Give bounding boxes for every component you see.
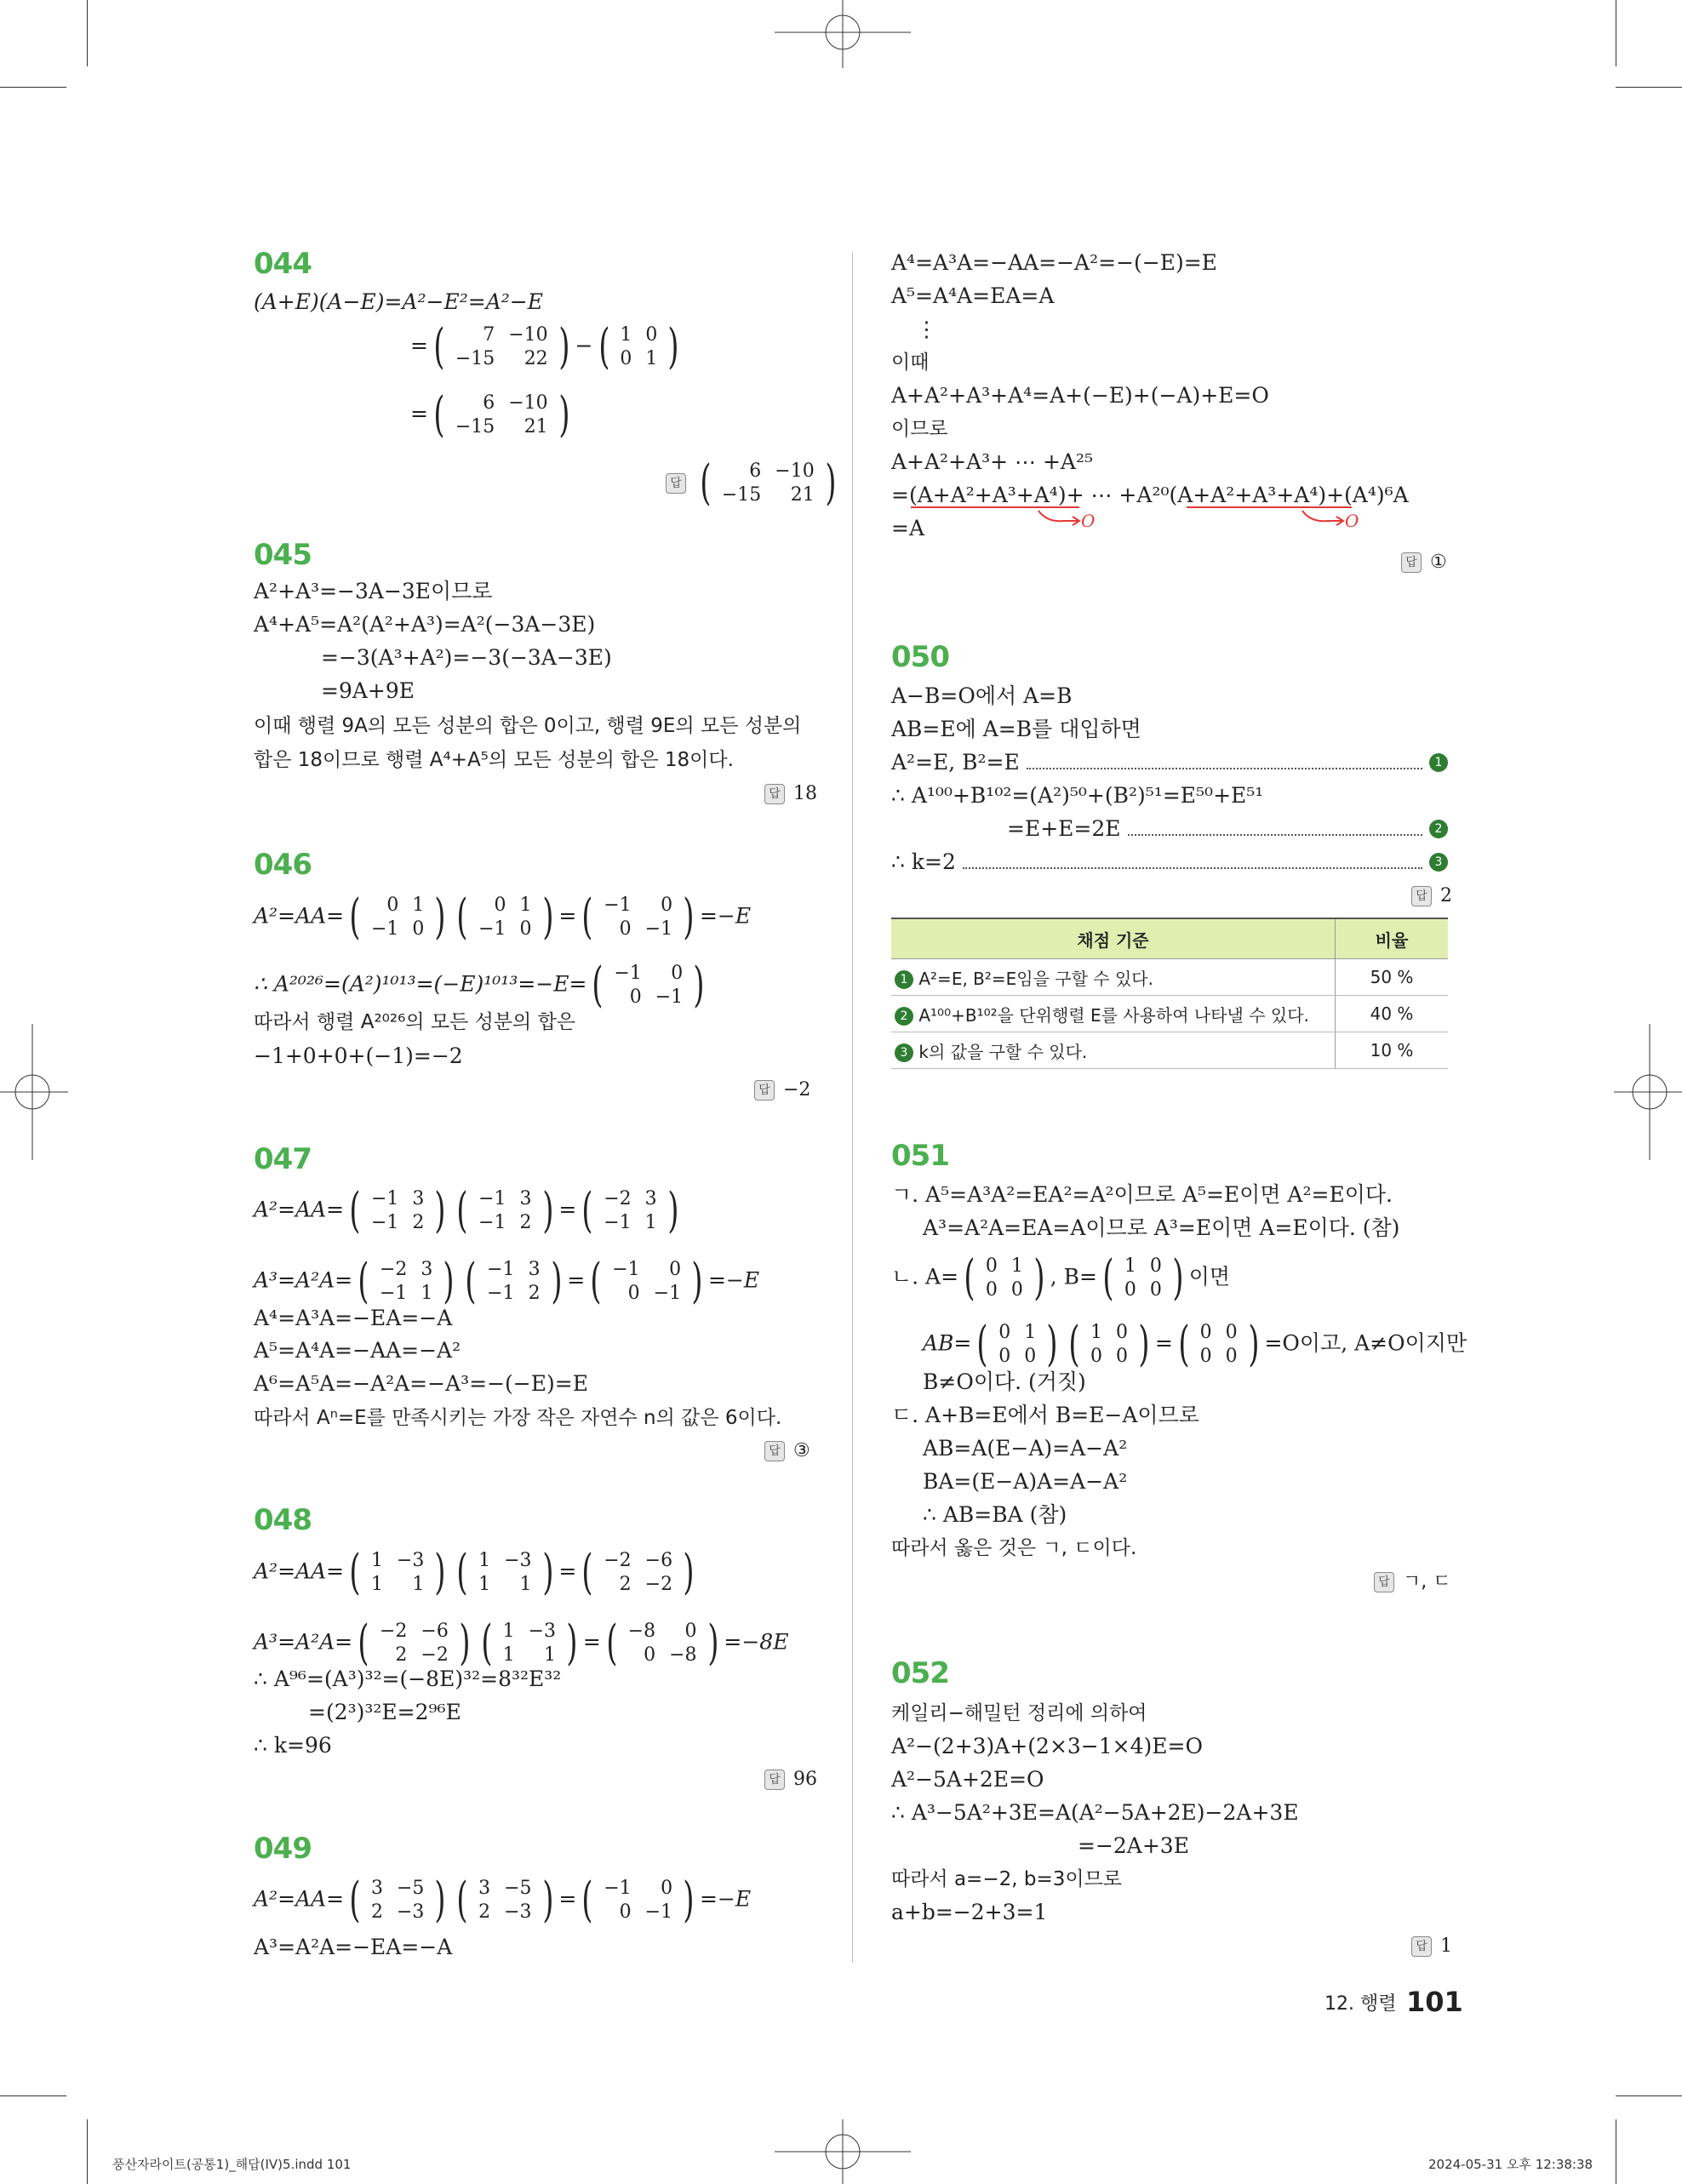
- equation-line: a+b=−2+3=1: [891, 1900, 1048, 1924]
- equation-line: ㄷ. A+B=E에서 B=E−A이므로: [891, 1403, 1199, 1427]
- table-row: 3 k의 값을 구할 수 있다. 10 %: [891, 1032, 1448, 1069]
- table-row: 2 A¹⁰⁰+B¹⁰²을 단위행렬 E를 사용하여 나타낼 수 있다. 40 %: [891, 996, 1448, 1032]
- answer-badge: 답: [1411, 1936, 1432, 1957]
- matrix: ( −1 0 0 −1 ): [592, 958, 705, 1013]
- table-header: 채점 기준: [891, 918, 1336, 959]
- equation-line: ∴ k=96: [254, 1733, 332, 1758]
- equation-line: A³=A²A=EA=A이므로 A³=E이면 A=E이다. (참): [923, 1215, 1400, 1240]
- matrix: ( 0 1 −1 0 ): [349, 889, 446, 945]
- file-info: 풍산자라이트(공통1)_해답(IV)5.indd 101: [112, 2157, 352, 2172]
- equation-line: A+A²+A³+ ⋯ +A²⁵: [891, 449, 1093, 474]
- problem-number: 049: [254, 1832, 312, 1866]
- answer: 답 ㄱ, ㄷ: [1374, 1569, 1451, 1595]
- equation-line: A³=A²A= ( −2 −6 2 −2 ) ( 1 −3 1 1 ) = ( −8 0 0 −8 ) =−8E: [254, 1615, 789, 1671]
- equation-line: A²=AA= ( −1 3 −1 2 ) ( −1 3 −1 2 ) = ( −2 3 −1 1 ): [254, 1187, 684, 1235]
- text-line: 따라서 Aⁿ=E를 만족시키는 가장 작은 자연수 n의 값은 6이다.: [254, 1407, 782, 1429]
- matrix: ( −2 3 −1 1 ): [581, 1183, 679, 1238]
- step-marker: 3: [1429, 853, 1448, 872]
- page-number: 101: [1406, 1986, 1463, 2018]
- answer: 답 96: [764, 1767, 817, 1792]
- answer: 답 1: [1411, 1934, 1452, 1959]
- table-header: 비율: [1336, 918, 1449, 959]
- matrix: ( −1 0 0 −1 ): [581, 889, 695, 945]
- step-line: =E+E=2E 2: [1007, 816, 1448, 842]
- equation-line: ∴ A¹⁰⁰+B¹⁰²=(A²)⁵⁰+(B²)⁵¹=E⁵⁰+E⁵¹: [891, 783, 1264, 808]
- equation-line: A⁴+A⁵=A²(A²+A³)=A²(−3A−3E): [254, 612, 596, 637]
- crop-mark: [1616, 87, 1682, 88]
- equation-line: A⁵=A⁴A=EA=A: [891, 283, 1055, 308]
- equation-line: −1+0+0+(−1)=−2: [254, 1043, 463, 1068]
- equation-line: =A: [891, 516, 925, 540]
- answer-badge: 답: [764, 1441, 785, 1461]
- problem-number: 044: [254, 247, 312, 281]
- equation-line: =9A+9E: [321, 678, 415, 703]
- equation-line: A²+A³=−3A−3E이므로: [254, 579, 493, 603]
- equation-line: A³=A²A=−EA=−A: [254, 1935, 453, 1959]
- equation-line: AB=E에 A=B를 대입하면: [891, 717, 1141, 741]
- problem-number: 052: [891, 1656, 949, 1690]
- equation-line: A²=AA= ( 1 −3 1 1 ) ( 1 −3 1 1 ) = ( −2 −6 2 −2 ): [254, 1549, 700, 1597]
- crop-mark: [1616, 2095, 1682, 2096]
- answer-badge: 답: [764, 1769, 785, 1790]
- answer-badge: 답: [1401, 552, 1422, 573]
- answer-badge: 답: [1411, 886, 1432, 906]
- matrix: ( 6 −10 −15 21 ): [433, 387, 570, 443]
- matrix: ( −8 0 0 −8 ): [606, 1615, 719, 1671]
- answer-badge: 답: [666, 473, 686, 494]
- crop-mark: [0, 2095, 66, 2096]
- matrix: ( 0 1 0 0 ): [964, 1250, 1045, 1306]
- equation-line: =(2³)³²E=2⁹⁶E: [308, 1700, 461, 1724]
- answer: 답 ③: [764, 1438, 810, 1464]
- column-divider: [852, 252, 853, 1963]
- equation-line: = ( 7 −10 −15 22 ) − ( 1 0 0 1 ): [410, 323, 684, 371]
- text-line: 따라서 a=−2, b=3이므로: [891, 1868, 1123, 1890]
- registration-mark-left: [0, 1024, 68, 1160]
- matrix: ( −2 3 −1 1 ): [358, 1254, 455, 1309]
- crop-mark: [87, 2119, 88, 2184]
- problem-number: 048: [254, 1503, 312, 1537]
- equation-line: AB= ( 0 1 0 0 ) ( 1 0 0 0 ) = ( 0 0 0 0 ) =O이고, A≠O이지만: [923, 1317, 1467, 1372]
- step-line: ∴ k=2 3: [891, 849, 1448, 875]
- answer: 답 2: [1411, 883, 1452, 909]
- equation-line: A²=AA= ( 3 −5 2 −3 ) ( 3 −5 2 −3 ) = ( −1 0 0 −1 ) =−E: [254, 1872, 752, 1928]
- equation-line: A²−(2+3)A+(2×3−1×4)E=O: [891, 1734, 1203, 1758]
- crop-mark: [87, 0, 88, 66]
- equation-line: A−B=O에서 A=B: [891, 683, 1073, 708]
- matrix: ( 1 −3 1 1 ): [456, 1545, 554, 1600]
- matrix: ( −1 0 0 −1 ): [590, 1254, 703, 1309]
- crop-mark: [0, 87, 66, 88]
- matrix: ( 1 −3 1 1 ): [349, 1545, 446, 1600]
- equation-line: = ( 6 −10 −15 21 ): [410, 392, 575, 439]
- chapter-label: 12. 행렬: [1324, 1993, 1397, 2015]
- step-marker: 2: [1429, 820, 1448, 838]
- equation-line: A³=A²A= ( −2 3 −1 1 ) ( −1 3 −1 2 ) = ( −1 0 0 −1 ) =−E: [254, 1254, 760, 1309]
- underline-arrow: [911, 502, 1370, 536]
- equation-line: ㄱ. A⁵=A³A²=EA²=A²이므로 A⁵=E이면 A²=E이다.: [891, 1182, 1393, 1207]
- equation-line: A+A²+A³+A⁴=A+(−E)+(−A)+E=O: [891, 383, 1269, 408]
- arrow-label: O: [1345, 511, 1359, 531]
- matrix: ( 1 −3 1 1 ): [481, 1615, 578, 1671]
- matrix: ( 3 −5 2 −3 ): [456, 1872, 554, 1928]
- text-line: 따라서 옳은 것은 ㄱ, ㄷ이다.: [891, 1537, 1137, 1559]
- equation-line: (A+E)(A−E)=A²−E²=A²−E: [254, 289, 543, 314]
- text-line: 따라서 행렬 A²⁰²⁶의 모든 성분의 합은: [254, 1011, 576, 1033]
- text-line: 케일리−해밀턴 정리에 의하여: [891, 1702, 1147, 1724]
- matrix: ( 1 0 0 0 ): [1102, 1250, 1184, 1306]
- equation-line: ∴ A²⁰²⁶=(A²)¹⁰¹³=(−E)¹⁰¹³=−E= ( −1 0 0 −1 ): [254, 962, 710, 1009]
- equation-line: ⋮: [916, 317, 937, 341]
- registration-mark-bottom: [775, 2119, 911, 2184]
- equation-line: AB=A(E−A)=A−A²: [923, 1436, 1128, 1461]
- problem-number: 050: [891, 640, 949, 674]
- answer: 답 −2: [754, 1078, 810, 1103]
- equation-line: =(A+A²+A³+A⁴)+ ⋯ +A²⁰(A+A²+A³+A⁴)+(A⁴)⁶A: [891, 483, 1409, 507]
- text-line: 이때 행렬 9A의 모든 성분의 합은 0이고, 행렬 9E의 모든 성분의: [254, 715, 802, 737]
- matrix: ( 0 1 −1 0 ): [456, 889, 554, 945]
- equation-line: B≠O이다. (거짓): [923, 1369, 1086, 1394]
- equation-line: A⁴=A³A=−EA=−A: [254, 1306, 453, 1330]
- problem-number: 047: [254, 1142, 312, 1176]
- text-line: 이때: [891, 352, 930, 374]
- arrow-label: O: [1081, 511, 1096, 531]
- equation-line: ∴ AB=BA (참): [923, 1502, 1067, 1527]
- answer-badge: 답: [1374, 1572, 1394, 1592]
- print-date: 2024-05-31 오후 12:38:38: [1428, 2157, 1593, 2172]
- equation-line: BA=(E−A)A=A−A²: [923, 1469, 1128, 1494]
- table-row: 1 A²=E, B²=E임을 구할 수 있다. 50 %: [891, 959, 1448, 996]
- problem-number: 046: [254, 848, 312, 882]
- equation-line: ∴ A³−5A²+3E=A(A²−5A+2E)−2A+3E: [891, 1800, 1299, 1825]
- answer: 답 ①: [1401, 550, 1447, 575]
- answer-badge: 답: [764, 784, 785, 804]
- matrix: ( −1 3 −1 2 ): [465, 1254, 563, 1309]
- matrix: ( −1 0 0 −1 ): [581, 1872, 695, 1928]
- matrix: ( −2 −6 2 −2 ): [358, 1615, 471, 1671]
- equation-line: =−3(A³+A²)=−3(−3A−3E): [321, 645, 612, 670]
- equation-line: ㄴ. A= ( 0 1 0 0 ) , B= ( 1 0 0 0 ) 이면: [891, 1250, 1231, 1306]
- matrix: ( 1 0 0 1 ): [598, 319, 679, 374]
- equation-line: A⁶=A⁵A=−A²A=−A³=−(−E)=E: [254, 1371, 588, 1396]
- equation-line: =−2A+3E: [1078, 1833, 1189, 1858]
- step-line: A²=E, B²=E 1: [891, 750, 1448, 775]
- answer: 답 18: [764, 781, 817, 807]
- equation-line: A²−5A+2E=O: [891, 1767, 1044, 1792]
- matrix: ( 3 −5 2 −3 ): [349, 1872, 446, 1928]
- equation-line: A⁴=A³A=−AA=−A²=−(−E)=E: [891, 250, 1217, 275]
- answer: [666, 455, 842, 511]
- scoring-table: [891, 918, 1448, 1069]
- equation-line: ∴ A⁹⁶=(A³)³²=(−8E)³²=8³²E³²: [254, 1667, 562, 1691]
- matrix: ( −2 −6 2 −2 ): [581, 1545, 695, 1600]
- answer-badge: 답: [754, 1080, 775, 1101]
- step-marker: 1: [1429, 753, 1448, 772]
- text-line: 이므로: [891, 418, 948, 440]
- registration-mark-right: [1614, 1024, 1682, 1160]
- matrix: ( 7 −10 −15 22 ): [433, 319, 570, 374]
- matrix: ( 0 0 0 0 ): [1178, 1317, 1260, 1372]
- registration-mark-top: [775, 0, 911, 68]
- problem-number: 051: [891, 1139, 949, 1173]
- matrix: ( −1 3 −1 2 ): [456, 1183, 554, 1238]
- equation-line: A²=AA= ( 0 1 −1 0 ) ( 0 1 −1 0 ) = ( −1 0 0 −1 ) =−E: [254, 889, 752, 945]
- matrix: ( 0 1 0 0 ): [976, 1317, 1058, 1372]
- matrix: ( 1 0 0 0 ): [1068, 1317, 1150, 1372]
- equation-line: A⁵=A⁴A=−AA=−A²: [254, 1338, 461, 1363]
- matrix: ( 6 −10 −15 21 ): [700, 455, 837, 511]
- problem-number: 045: [254, 538, 312, 572]
- text-line: 합은 18이므로 행렬 A⁴+A⁵의 모든 성분의 합은 18이다.: [254, 749, 734, 771]
- matrix: ( −1 3 −1 2 ): [349, 1183, 446, 1238]
